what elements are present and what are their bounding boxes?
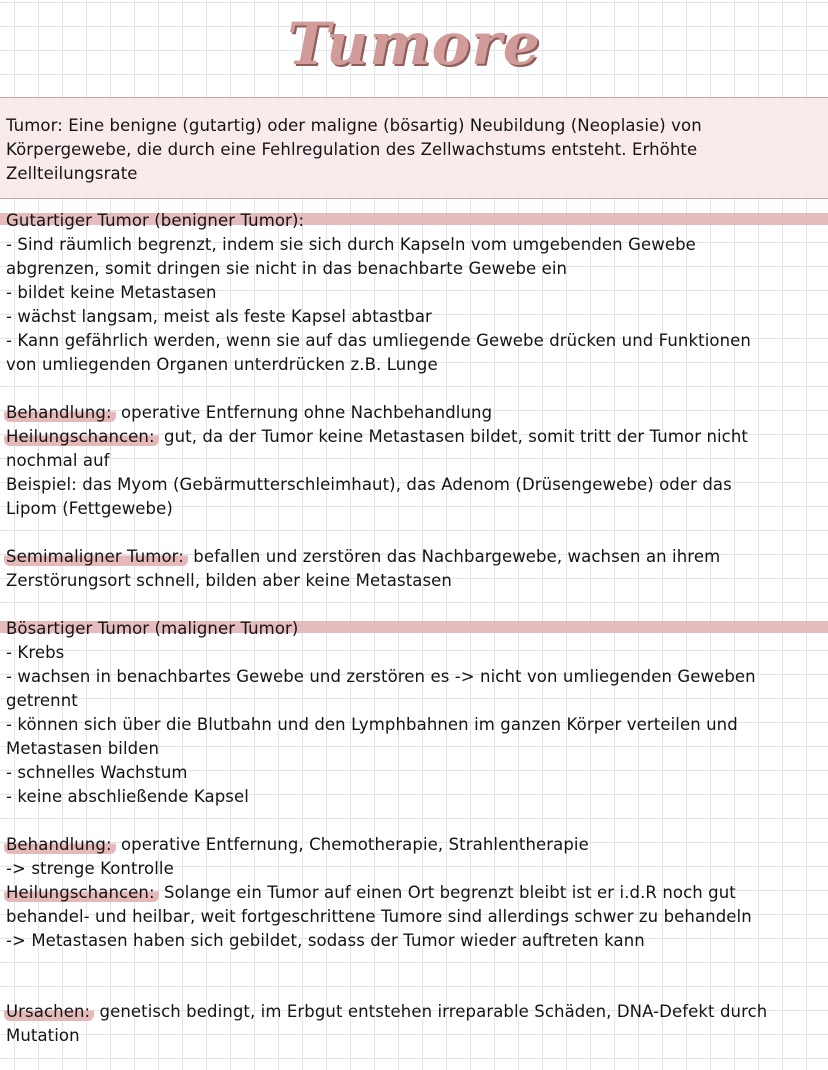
causes-line-1	[6, 1000, 767, 1024]
benign-chances-line-2: nochmal auf	[6, 451, 110, 470]
malignant-line-1: - Krebs	[6, 643, 65, 662]
semimalignant-line-1	[6, 545, 720, 569]
benign-example-line-1: Beispiel: das Myom (Gebärmutterschleimhaut), das Adenom (Drüsengewebe) oder das	[6, 475, 732, 494]
benign-example-line-2: Lipom (Fettgewebe)	[6, 499, 173, 518]
benign-heading: Gutartiger Tumor (benigner Tumor):	[6, 211, 305, 230]
benign-treatment-text: operative Entfernung ohne Nachbehandlung	[115, 403, 493, 422]
semimalignant-line-2: Zerstörungsort schnell, bilden aber keine Metastasen	[6, 571, 452, 590]
malignant-treatment-text: operative Entfernung, Chemotherapie, Strahlentherapie	[115, 835, 589, 854]
malignant-line-2: - wachsen in benachbartes Gewebe und zerstören es -> nicht von umliegenden Geweben	[6, 667, 756, 686]
malignant-line-3: getrennt	[6, 691, 78, 710]
benign-line-4: - wächst langsam, meist als feste Kapsel abtastbar	[6, 307, 432, 326]
malignant-line-7: - keine abschließende Kapsel	[6, 787, 249, 806]
benign-line-5: - Kann gefährlich werden, wenn sie auf das umliegende Gewebe drücken und Funktionen	[6, 331, 751, 350]
benign-chances-label: Heilungschancen:	[4, 427, 159, 446]
benign-line-6: von umliegenden Organen unterdrücken z.B. Lunge	[6, 355, 438, 374]
malignant-chances-text: Solange ein Tumor auf einen Ort begrenzt bleibt ist er i.d.R noch gut	[158, 883, 736, 902]
benign-chances-text: gut, da der Tumor keine Metastasen bildet, somit tritt der Tumor nicht	[158, 427, 748, 446]
benign-treatment	[6, 401, 492, 425]
causes-line-2: Mutation	[6, 1026, 80, 1045]
definition-line-2: Körpergewebe, die durch eine Fehlregulation des Zellwachstums entsteht. Erhöhte	[6, 140, 698, 159]
definition-line-3: Zellteilungsrate	[6, 164, 138, 183]
malignant-treatment-line-2: -> strenge Kontrolle	[6, 859, 174, 878]
malignant-treatment	[6, 833, 589, 857]
benign-line-1: - Sind räumlich begrenzt, indem sie sich durch Kapseln vom umgebenden Gewebe	[6, 235, 696, 254]
semimalignant-text: befallen und zerstören das Nachbargewebe, wachsen an ihrem	[187, 547, 721, 566]
benign-treatment-label: Behandlung:	[4, 403, 116, 422]
definition-line-1: Tumor: Eine benigne (gutartig) oder maligne (bösartig) Neubildung (Neoplasie) von	[6, 116, 702, 135]
causes-text: genetisch bedingt, im Erbgut entstehen irreparable Schäden, DNA-Defekt durch	[94, 1002, 768, 1021]
benign-chances	[6, 425, 748, 449]
malignant-treatment-label: Behandlung:	[4, 835, 116, 854]
malignant-line-5: Metastasen bilden	[6, 739, 160, 758]
semimalignant-label: Semimaligner Tumor:	[4, 547, 188, 566]
benign-line-2: abgrenzen, somit dringen sie nicht in das benachbarte Gewebe ein	[6, 259, 568, 278]
page-title: Tumore	[287, 10, 541, 78]
malignant-chances-line-3: -> Metastasen haben sich gebildet, sodass der Tumor wieder auftreten kann	[6, 931, 645, 950]
malignant-chances-label: Heilungschancen:	[4, 883, 159, 902]
malignant-line-6: - schnelles Wachstum	[6, 763, 188, 782]
malignant-heading: Bösartiger Tumor (maligner Tumor)	[6, 619, 299, 638]
malignant-chances	[6, 881, 736, 905]
malignant-chances-line-2: behandel- und heilbar, weit fortgeschrittene Tumore sind allerdings schwer zu behandeln	[6, 907, 752, 926]
malignant-line-4: - können sich über die Blutbahn und den Lymphbahnen im ganzen Körper verteilen und	[6, 715, 738, 734]
causes-label: Ursachen:	[4, 1002, 94, 1021]
benign-line-3: - bildet keine Metastasen	[6, 283, 217, 302]
